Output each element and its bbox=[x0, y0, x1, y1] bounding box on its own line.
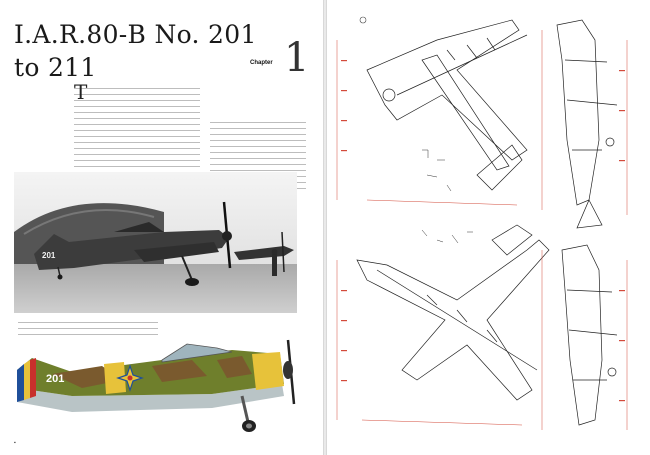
body-text-column-1 bbox=[74, 80, 200, 180]
drawing-top-view bbox=[367, 20, 527, 190]
left-page bbox=[0, 0, 323, 455]
chapter-label: Chapter bbox=[250, 60, 273, 66]
drawing-side-detail bbox=[562, 245, 617, 425]
aircraft-color-profile bbox=[12, 330, 312, 435]
profile-aircraft-number: 201 bbox=[46, 373, 65, 385]
photo-aircraft-number: 201 bbox=[42, 251, 56, 260]
technical-drawings bbox=[327, 0, 650, 455]
right-page bbox=[327, 0, 650, 455]
title-line-1: I.A.R.80-B No. 201 bbox=[14, 20, 257, 49]
title-line-2: to 211 bbox=[14, 53, 97, 82]
chapter-number: 1 bbox=[284, 35, 310, 81]
drawing-side-view bbox=[557, 20, 617, 228]
drop-cap: T bbox=[74, 80, 88, 104]
page-folio: ▪ bbox=[14, 440, 16, 446]
page-title bbox=[14, 18, 257, 84]
aircraft-photograph bbox=[14, 172, 297, 313]
drawing-bottom-view bbox=[357, 225, 549, 400]
